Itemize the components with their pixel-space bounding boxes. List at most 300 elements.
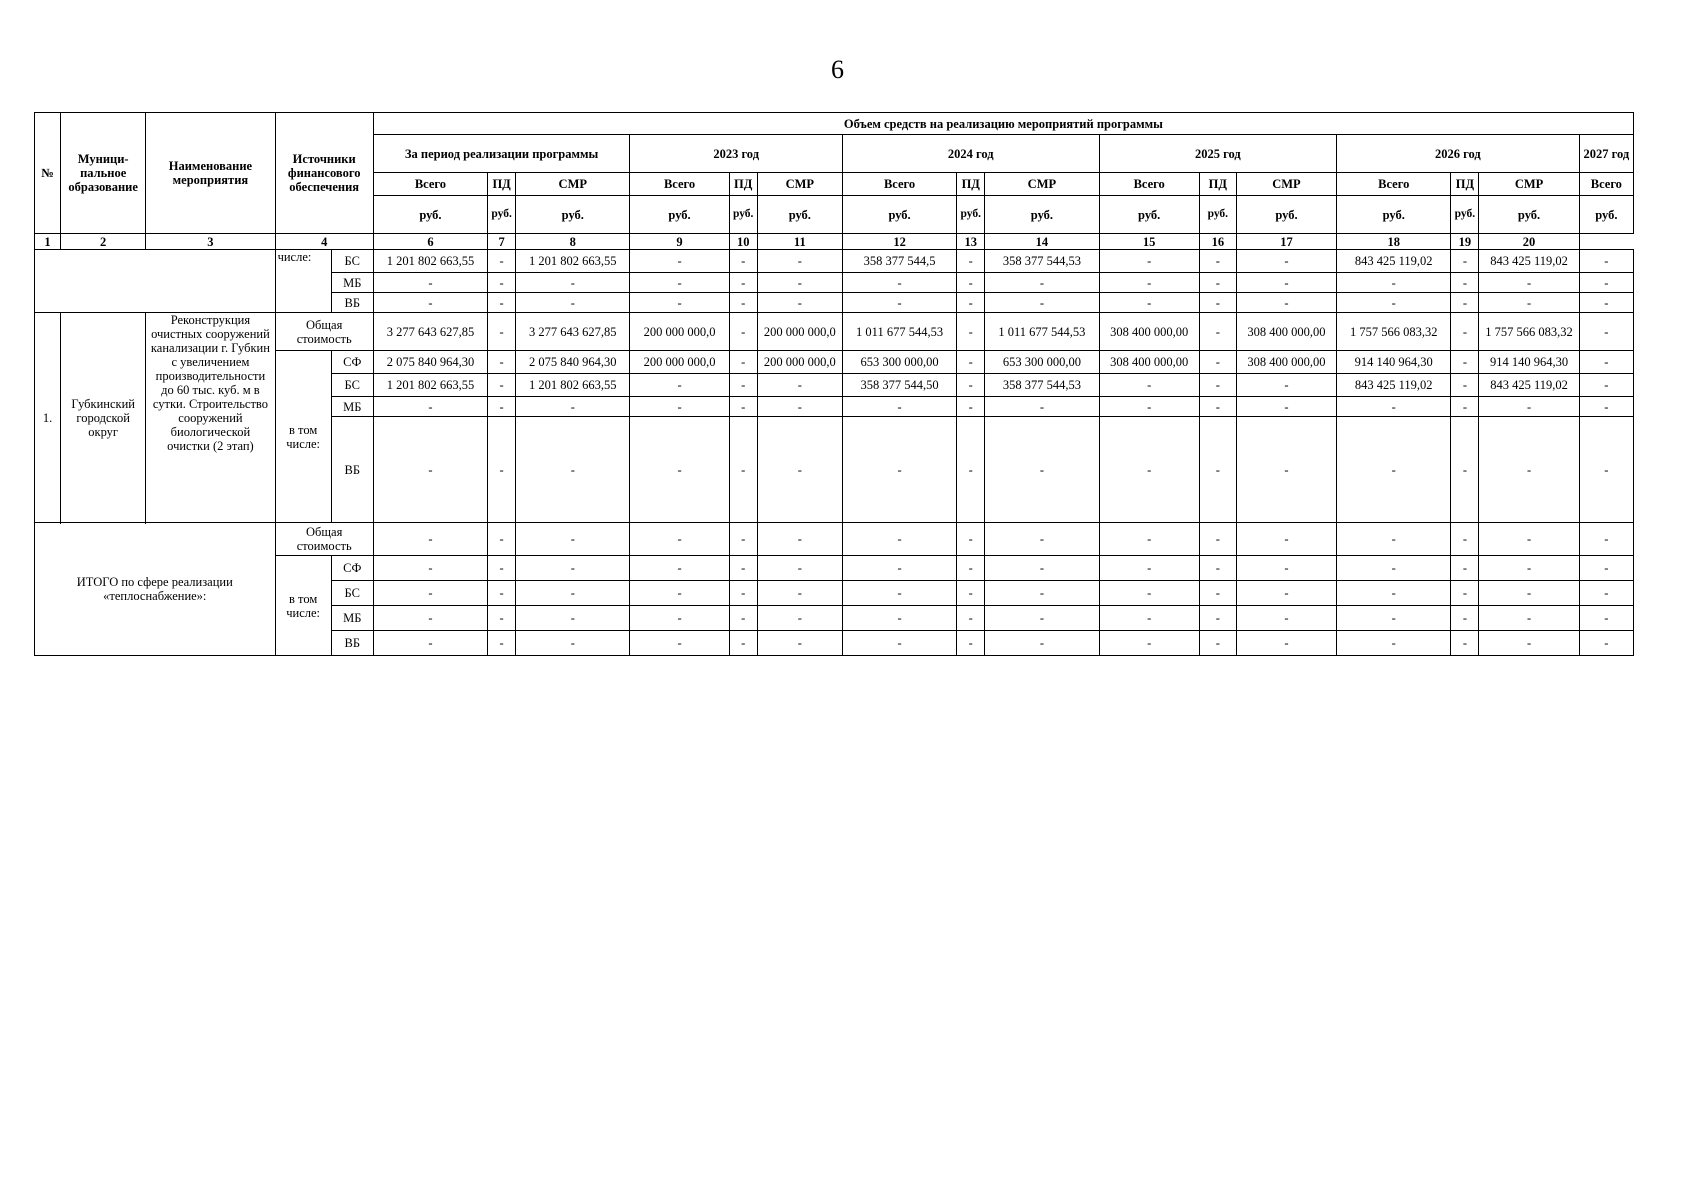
value-cell: 653 300 000,00 xyxy=(985,351,1099,374)
carry-row-bs xyxy=(35,250,1634,273)
header-pd: ПД xyxy=(1451,173,1479,196)
header-smr: СМР xyxy=(757,173,842,196)
value-cell: - xyxy=(488,606,516,631)
value-cell: 1 201 802 663,55 xyxy=(373,250,487,273)
value-cell: - xyxy=(1337,273,1451,293)
value-cell: - xyxy=(729,351,757,374)
value-cell: 200 000 000,0 xyxy=(757,351,842,374)
header-municipality: Муници-пальное образование xyxy=(61,113,146,234)
value-cell: - xyxy=(1451,581,1479,606)
value-cell: - xyxy=(516,581,630,606)
value-cell: 1 757 566 083,32 xyxy=(1479,313,1579,351)
value-cell: - xyxy=(1199,556,1236,581)
value-cell: 2 075 840 964,30 xyxy=(373,351,487,374)
header-period-2026: 2026 год xyxy=(1337,135,1580,173)
header-rub: руб. xyxy=(757,196,842,234)
value-cell: - xyxy=(1337,556,1451,581)
value-cell: - xyxy=(1199,606,1236,631)
source-sf: СФ xyxy=(331,351,373,374)
value-cell: - xyxy=(729,417,757,523)
section-municipality: Губкинский городской округ xyxy=(61,313,146,523)
value-cell: - xyxy=(842,293,956,313)
value-cell: - xyxy=(630,556,729,581)
source-vb: ВБ xyxy=(331,293,373,313)
value-cell: - xyxy=(957,273,985,293)
value-cell: - xyxy=(630,631,729,656)
value-cell: - xyxy=(1236,523,1336,556)
value-cell: - xyxy=(1199,351,1236,374)
column-number: 18 xyxy=(1337,234,1451,250)
column-number: 12 xyxy=(842,234,956,250)
value-cell: - xyxy=(516,293,630,313)
value-cell: - xyxy=(1579,397,1633,417)
header-rub: руб. xyxy=(1199,196,1236,234)
value-cell: 1 201 802 663,55 xyxy=(516,250,630,273)
value-cell: - xyxy=(729,523,757,556)
header-rub: руб. xyxy=(1479,196,1579,234)
header-rub: руб. xyxy=(842,196,956,234)
value-cell: - xyxy=(1236,397,1336,417)
value-cell: - xyxy=(373,556,487,581)
header-rub: руб. xyxy=(373,196,487,234)
value-cell: - xyxy=(757,631,842,656)
value-cell: - xyxy=(985,273,1099,293)
value-cell: - xyxy=(488,250,516,273)
value-cell: - xyxy=(842,417,956,523)
value-cell: - xyxy=(373,293,487,313)
column-number: 14 xyxy=(985,234,1099,250)
column-number: 3 xyxy=(146,234,275,250)
value-cell: - xyxy=(957,313,985,351)
value-cell: - xyxy=(757,523,842,556)
value-cell: - xyxy=(1479,397,1579,417)
value-cell: - xyxy=(488,581,516,606)
value-cell: - xyxy=(516,556,630,581)
value-cell: - xyxy=(729,631,757,656)
column-number: 6 xyxy=(373,234,487,250)
value-cell: - xyxy=(1479,581,1579,606)
header-pd: ПД xyxy=(1199,173,1236,196)
value-cell: - xyxy=(373,397,487,417)
value-cell: - xyxy=(630,581,729,606)
value-cell: - xyxy=(1099,374,1199,397)
value-cell: - xyxy=(1199,523,1236,556)
value-cell: - xyxy=(1337,581,1451,606)
value-cell: - xyxy=(1579,581,1633,606)
value-cell: - xyxy=(842,606,956,631)
value-cell: - xyxy=(1099,397,1199,417)
value-cell: - xyxy=(1479,606,1579,631)
value-cell: - xyxy=(957,556,985,581)
value-cell: 358 377 544,5 xyxy=(842,250,956,273)
header-smr: СМР xyxy=(1479,173,1579,196)
value-cell: - xyxy=(516,631,630,656)
section-number: 1. xyxy=(35,313,61,523)
value-cell: - xyxy=(985,293,1099,313)
value-cell: - xyxy=(1479,293,1579,313)
value-cell: - xyxy=(1337,523,1451,556)
value-cell: - xyxy=(1236,417,1336,523)
carry-empty-cell xyxy=(35,250,276,313)
value-cell: 843 425 119,02 xyxy=(1337,250,1451,273)
value-cell: - xyxy=(957,293,985,313)
value-cell: - xyxy=(1099,273,1199,293)
value-cell: - xyxy=(729,250,757,273)
value-cell: - xyxy=(957,606,985,631)
header-rub: руб. xyxy=(1236,196,1336,234)
header-rub: руб. xyxy=(957,196,985,234)
value-cell: - xyxy=(1479,631,1579,656)
value-cell: - xyxy=(1579,374,1633,397)
column-number: 13 xyxy=(957,234,985,250)
value-cell: 843 425 119,02 xyxy=(1479,374,1579,397)
value-cell: 358 377 544,50 xyxy=(842,374,956,397)
value-cell: 358 377 544,53 xyxy=(985,250,1099,273)
value-cell: 1 011 677 544,53 xyxy=(842,313,956,351)
header-row-numbers xyxy=(35,234,1634,250)
source-vb: ВБ xyxy=(331,417,373,523)
value-cell: - xyxy=(985,417,1099,523)
value-cell: - xyxy=(373,523,487,556)
value-cell: - xyxy=(1579,273,1633,293)
value-cell: - xyxy=(630,606,729,631)
value-cell: - xyxy=(1236,293,1336,313)
budget-table xyxy=(34,112,1634,656)
source-bs: БС xyxy=(331,581,373,606)
value-cell: - xyxy=(985,556,1099,581)
value-cell: 914 140 964,30 xyxy=(1479,351,1579,374)
value-cell: - xyxy=(1236,250,1336,273)
header-vsego: Всего xyxy=(842,173,956,196)
header-period-2024: 2024 год xyxy=(842,135,1099,173)
header-vsego: Всего xyxy=(373,173,487,196)
value-cell: - xyxy=(488,273,516,293)
value-cell: - xyxy=(488,313,516,351)
value-cell: - xyxy=(1337,293,1451,313)
value-cell: 1 757 566 083,32 xyxy=(1337,313,1451,351)
value-cell: - xyxy=(373,581,487,606)
value-cell: - xyxy=(1451,250,1479,273)
header-rub: руб. xyxy=(630,196,729,234)
value-cell: - xyxy=(985,581,1099,606)
value-cell: - xyxy=(1579,293,1633,313)
value-cell: - xyxy=(1337,417,1451,523)
value-cell: - xyxy=(1451,293,1479,313)
value-cell: - xyxy=(842,581,956,606)
column-number: 9 xyxy=(630,234,729,250)
value-cell: - xyxy=(1099,293,1199,313)
value-cell: - xyxy=(516,417,630,523)
header-period-2025: 2025 год xyxy=(1099,135,1337,173)
value-cell: - xyxy=(729,273,757,293)
header-rub: руб. xyxy=(985,196,1099,234)
value-cell: - xyxy=(757,293,842,313)
value-cell: - xyxy=(957,351,985,374)
header-volume: Объем средств на реализацию мероприятий программы xyxy=(373,113,1633,135)
value-cell: - xyxy=(630,273,729,293)
value-cell: - xyxy=(1099,606,1199,631)
itogo-row-total xyxy=(35,523,1634,556)
value-cell: - xyxy=(1236,631,1336,656)
value-cell: - xyxy=(1199,293,1236,313)
column-number: 4 xyxy=(275,234,373,250)
value-cell: 200 000 000,0 xyxy=(630,351,729,374)
value-cell: - xyxy=(842,631,956,656)
value-cell: - xyxy=(1099,417,1199,523)
value-cell: - xyxy=(1099,631,1199,656)
value-cell: 358 377 544,53 xyxy=(985,374,1099,397)
header-rub: руб. xyxy=(729,196,757,234)
header-smr: СМР xyxy=(1236,173,1336,196)
header-pd: ПД xyxy=(729,173,757,196)
value-cell: - xyxy=(1199,417,1236,523)
value-cell: - xyxy=(1579,556,1633,581)
header-sources: Источники финансового обеспечения xyxy=(275,113,373,234)
header-row-volume xyxy=(35,113,1634,135)
value-cell: - xyxy=(729,581,757,606)
source-bs: БС xyxy=(331,374,373,397)
value-cell: - xyxy=(757,556,842,581)
source-mb: МБ xyxy=(331,273,373,293)
header-pd: ПД xyxy=(488,173,516,196)
value-cell: - xyxy=(1451,397,1479,417)
value-cell: - xyxy=(1337,397,1451,417)
value-cell: - xyxy=(1236,606,1336,631)
value-cell: 200 000 000,0 xyxy=(757,313,842,351)
value-cell: - xyxy=(1199,631,1236,656)
column-number: 17 xyxy=(1236,234,1336,250)
header-rub: руб. xyxy=(1451,196,1479,234)
value-cell: - xyxy=(1199,313,1236,351)
value-cell: - xyxy=(1451,606,1479,631)
value-cell: - xyxy=(488,351,516,374)
value-cell: - xyxy=(1337,606,1451,631)
source-mb: МБ xyxy=(331,397,373,417)
source-sf: СФ xyxy=(331,556,373,581)
value-cell: - xyxy=(373,631,487,656)
header-period-2023: 2023 год xyxy=(630,135,843,173)
value-cell: - xyxy=(842,397,956,417)
header-pd: ПД xyxy=(957,173,985,196)
value-cell: 3 277 643 627,85 xyxy=(516,313,630,351)
value-cell: - xyxy=(488,397,516,417)
value-cell: - xyxy=(1099,250,1199,273)
source-bs: БС xyxy=(331,250,373,273)
section-total-label: Общая стоимость xyxy=(275,313,373,351)
value-cell: - xyxy=(1451,351,1479,374)
column-number: 7 xyxy=(488,234,516,250)
value-cell: - xyxy=(842,523,956,556)
value-cell: - xyxy=(630,250,729,273)
value-cell: - xyxy=(516,397,630,417)
value-cell: 1 201 802 663,55 xyxy=(516,374,630,397)
column-number: 11 xyxy=(757,234,842,250)
value-cell: - xyxy=(1451,417,1479,523)
value-cell: - xyxy=(757,417,842,523)
value-cell: - xyxy=(516,523,630,556)
value-cell: - xyxy=(757,397,842,417)
value-cell: - xyxy=(1236,556,1336,581)
value-cell: - xyxy=(1479,417,1579,523)
header-smr: СМР xyxy=(516,173,630,196)
value-cell: - xyxy=(757,581,842,606)
value-cell: - xyxy=(1236,273,1336,293)
value-cell: - xyxy=(1199,250,1236,273)
header-vsego: Всего xyxy=(1099,173,1199,196)
column-number: 20 xyxy=(1479,234,1579,250)
value-cell: - xyxy=(1579,606,1633,631)
value-cell: 843 425 119,02 xyxy=(1479,250,1579,273)
section-row-sf xyxy=(35,351,1634,374)
header-vsego: Всего xyxy=(630,173,729,196)
header-period-2027: 2027 год xyxy=(1579,135,1633,173)
itogo-row-sf xyxy=(35,556,1634,581)
value-cell: - xyxy=(985,606,1099,631)
value-cell: - xyxy=(516,273,630,293)
value-cell: - xyxy=(842,556,956,581)
itogo-v-tom-chisle: в том числе: xyxy=(275,556,331,656)
value-cell: - xyxy=(1579,313,1633,351)
header-period-total: За период реализации программы xyxy=(373,135,630,173)
column-number: 2 xyxy=(61,234,146,250)
value-cell: - xyxy=(1479,273,1579,293)
value-cell: - xyxy=(1099,581,1199,606)
value-cell: - xyxy=(630,374,729,397)
value-cell: 1 011 677 544,53 xyxy=(985,313,1099,351)
value-cell: - xyxy=(957,397,985,417)
value-cell: - xyxy=(985,397,1099,417)
value-cell: - xyxy=(488,556,516,581)
value-cell: 200 000 000,0 xyxy=(630,313,729,351)
header-smr: СМР xyxy=(985,173,1099,196)
value-cell: - xyxy=(757,250,842,273)
value-cell: - xyxy=(1479,523,1579,556)
header-event-name: Наименование мероприятия xyxy=(146,113,275,234)
header-rub: руб. xyxy=(1099,196,1199,234)
column-number: 19 xyxy=(1451,234,1479,250)
value-cell: - xyxy=(985,631,1099,656)
itogo-label: ИТОГО по сфере реализации «теплоснабжение»: xyxy=(35,523,276,656)
value-cell: - xyxy=(985,523,1099,556)
value-cell: - xyxy=(842,273,956,293)
value-cell: - xyxy=(1199,273,1236,293)
value-cell: - xyxy=(1199,581,1236,606)
value-cell: 308 400 000,00 xyxy=(1236,313,1336,351)
value-cell: - xyxy=(1236,374,1336,397)
value-cell: - xyxy=(630,397,729,417)
column-number: 8 xyxy=(516,234,630,250)
value-cell: - xyxy=(1451,556,1479,581)
section-v-tom-chisle: в том числе: xyxy=(275,351,331,523)
value-cell: - xyxy=(1199,374,1236,397)
value-cell: - xyxy=(957,417,985,523)
value-cell: - xyxy=(757,273,842,293)
value-cell: - xyxy=(729,374,757,397)
value-cell: - xyxy=(729,293,757,313)
value-cell: 653 300 000,00 xyxy=(842,351,956,374)
value-cell: - xyxy=(1579,417,1633,523)
value-cell: - xyxy=(1479,556,1579,581)
value-cell: - xyxy=(757,606,842,631)
value-cell: - xyxy=(729,397,757,417)
column-number: 16 xyxy=(1199,234,1236,250)
value-cell: - xyxy=(1579,351,1633,374)
value-cell: - xyxy=(957,523,985,556)
column-number: 15 xyxy=(1099,234,1199,250)
value-cell: - xyxy=(1199,397,1236,417)
header-rub: руб. xyxy=(1337,196,1451,234)
value-cell: - xyxy=(630,523,729,556)
value-cell: - xyxy=(729,313,757,351)
value-cell: - xyxy=(1451,523,1479,556)
page-number: 6 xyxy=(831,55,844,84)
value-cell: 3 277 643 627,85 xyxy=(373,313,487,351)
value-cell: - xyxy=(1451,273,1479,293)
value-cell: - xyxy=(488,293,516,313)
value-cell: - xyxy=(630,417,729,523)
header-no: № xyxy=(35,113,61,234)
value-cell: - xyxy=(1099,556,1199,581)
value-cell: - xyxy=(516,606,630,631)
carry-chisle-label: числе: xyxy=(275,250,331,313)
value-cell: - xyxy=(957,250,985,273)
value-cell: - xyxy=(488,631,516,656)
value-cell: - xyxy=(1451,313,1479,351)
value-cell: 308 400 000,00 xyxy=(1099,313,1199,351)
value-cell: - xyxy=(488,374,516,397)
value-cell: - xyxy=(957,631,985,656)
value-cell: - xyxy=(373,273,487,293)
header-vsego: Всего xyxy=(1579,173,1633,196)
source-vb: ВБ xyxy=(331,631,373,656)
value-cell: 914 140 964,30 xyxy=(1337,351,1451,374)
value-cell: 843 425 119,02 xyxy=(1337,374,1451,397)
value-cell: - xyxy=(1337,631,1451,656)
header-rub: руб. xyxy=(1579,196,1633,234)
header-vsego: Всего xyxy=(1337,173,1451,196)
value-cell: - xyxy=(488,523,516,556)
section-event: Реконструкция очистных сооружений канализации г. Губкин с увеличением производительности до 60 тыс. куб. м в сутки. Строительство сооружений биологической очистки (2 этап) xyxy=(146,313,275,523)
value-cell: - xyxy=(630,293,729,313)
value-cell: - xyxy=(957,581,985,606)
header-rub: руб. xyxy=(488,196,516,234)
value-cell: - xyxy=(957,374,985,397)
value-cell: - xyxy=(1579,631,1633,656)
value-cell: - xyxy=(729,606,757,631)
value-cell: 308 400 000,00 xyxy=(1099,351,1199,374)
value-cell: - xyxy=(1579,523,1633,556)
value-cell: - xyxy=(1236,581,1336,606)
value-cell: 1 201 802 663,55 xyxy=(373,374,487,397)
value-cell: - xyxy=(729,556,757,581)
value-cell: - xyxy=(1451,374,1479,397)
section-row-total xyxy=(35,313,1634,351)
value-cell: - xyxy=(1099,523,1199,556)
column-number: 10 xyxy=(729,234,757,250)
value-cell: 308 400 000,00 xyxy=(1236,351,1336,374)
value-cell: 2 075 840 964,30 xyxy=(516,351,630,374)
value-cell: - xyxy=(373,606,487,631)
value-cell: - xyxy=(757,374,842,397)
value-cell: - xyxy=(488,417,516,523)
value-cell: - xyxy=(373,417,487,523)
itogo-total-label: Общая стоимость xyxy=(275,523,373,556)
header-rub: руб. xyxy=(516,196,630,234)
source-mb: МБ xyxy=(331,606,373,631)
value-cell: - xyxy=(1451,631,1479,656)
column-number: 1 xyxy=(35,234,61,250)
value-cell: - xyxy=(1579,250,1633,273)
